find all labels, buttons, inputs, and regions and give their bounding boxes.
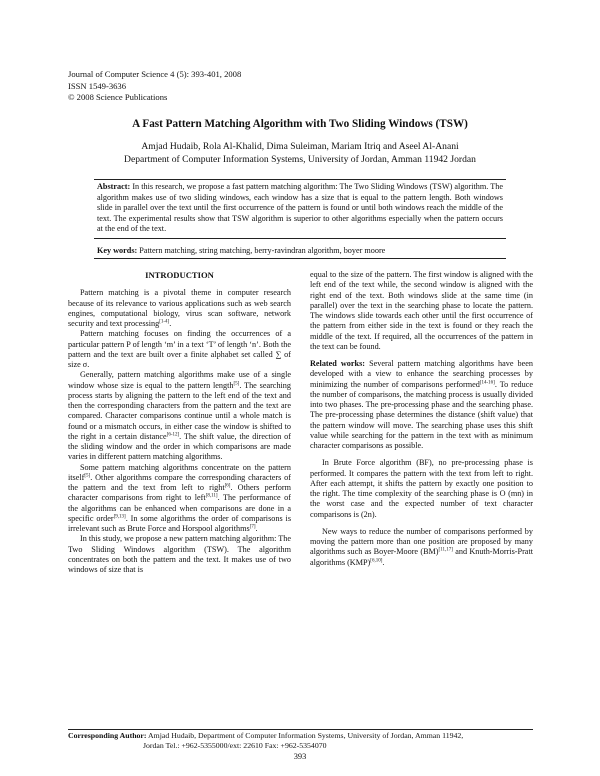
- page-number: 393: [293, 752, 307, 761]
- left-column: [68, 270, 291, 575]
- abstract: [94, 179, 506, 239]
- intro-paragraph-3: Generally, pattern matching algorithms make use of a single window whose size is equal to the pattern length[5]. The searching process starts by aligning the pattern to the left end of the text and then the corresponding characters from the pattern and the text are compared. Character comparisons continue until a whole match is found or a mismatch occurs, in either case the window is shifted to the right in a certain distance[6-12]. The shift value, the direction of the sliding window and the order in which comparisons are made varies in different pattern matching algorithms.: [68, 370, 291, 462]
- journal-citation: Journal of Computer Science 4 (5): 393-401, 2008: [68, 69, 242, 79]
- related-works-heading: Related works:: [310, 359, 365, 368]
- intro-paragraph-5: In this study, we propose a new pattern matching algorithm: The Two Sliding Windows algorithm (TSW). The algorithm concentrates on both the pattern and the text. It makes use of two windows of size that is: [68, 534, 292, 574]
- section-heading-introduction: INTRODUCTION: [145, 270, 214, 280]
- corresponding-author-label: Corresponding Author:: [68, 731, 147, 740]
- citation-ref[interactable]: [5]: [84, 473, 91, 479]
- citation-ref[interactable]: [5]: [233, 380, 240, 386]
- affiliation: Department of Computer Information Systems, University of Jordan, Amman 11942 Jordan: [124, 153, 476, 165]
- author-block: [60, 141, 540, 166]
- citation-ref[interactable]: [7]: [249, 524, 256, 530]
- citation-ref[interactable]: [8,11]: [205, 493, 218, 499]
- keywords-label: Key words:: [97, 246, 138, 255]
- corresponding-author-line-2: Jordan Tel.: +962-5355000/ext: 22610 Fax: +962-5354070: [143, 741, 327, 750]
- brute-force-paragraph: In Brute Force algorithm (BF), no pre-processing phase is performed. It compares the pattern with the text from left to right. After each attempt, it shifts the pattern by exactly one position to the right. The time complexity of the searching phase is O (mn) in the worst case and the expected number of text character comparisons is (2n).: [310, 458, 533, 519]
- citation-ref[interactable]: [9,13]: [113, 514, 126, 520]
- new-ways-paragraph: New ways to reduce the number of comparisons performed by moving the pattern more than one position are proposed by many algorithms such as Boyer-Moore (BM)[11,17] and Knuth-Morris-Pratt algorithms (KMP)[6,10].: [310, 526, 533, 567]
- paper-title: A Fast Pattern Matching Algorithm with Two Sliding Windows (TSW): [132, 118, 468, 130]
- intro-paragraph-4: Some pattern matching algorithms concentrate on the pattern itself[5]. Other algorithms compare the corresponding characters of the pattern and the text from left to right[6]. Others perform character comparisons from right to left[8,11]. The performance of the algorithms can be enhanced when comparisons are done in a specific order[9,13]. In some algorithms the order of comparisons is irrelevant such as Brute Force and Horspool algorithms[7].: [68, 462, 292, 533]
- corresponding-author-line-1: Amjad Hudaib, Department of Computer Information Systems, University of Jordan, Amman 11942,: [148, 731, 464, 740]
- keywords: [94, 245, 506, 259]
- citation-ref[interactable]: [6,10]: [370, 557, 383, 563]
- intro-paragraph-continued: equal to the size of the pattern. The first window is aligned with the left end of the text while, the second window is aligned with the right end of the text. Both windows slide at the same time (in parallel) over the text in the searching phase to locate the pattern. The windows slide towards each other until the first occurrence of the pattern from either side in the text is found or they reach the middle of the text. If required, all the occurrences of the pattern in the text can be found.: [310, 270, 533, 351]
- corresponding-author: [68, 729, 533, 751]
- journal-issn: ISSN 1549-3636: [68, 80, 127, 91]
- authors: Amjad Hudaib, Rola Al-Khalid, Dima Suleiman, Mariam Itriq and Aseel Al-Anani: [141, 141, 459, 152]
- citation-ref[interactable]: [6-12]: [166, 432, 180, 438]
- intro-paragraph-1: Pattern matching is a pivotal theme in computer research because of its relevance to various applications such as web search engines, computational biology, virus scan software, network security and text processing[1-4].: [68, 288, 291, 328]
- abstract-text: In this research, we propose a fast pattern matching algorithm: The Two Sliding Windows (TSW) algorithm. The algorithm makes use of two sliding windows, each window has a size that is equal to the pattern length. Both windows slide in parallel over the text until the first occurrence of the pattern is found or until both windows reach the middle of the text. The experimental results show that TSW algorithm is superior to other algorithms especially when the pattern occurs at the end of the text.: [97, 182, 503, 234]
- intro-paragraph-2: Pattern matching focuses on finding the occurrences of a particular pattern P of length ‘m’ in a text ‘T’ of length ‘n’. Both the pattern and the text are built over a finite alphabet set called ∑ of size σ.: [68, 329, 291, 369]
- journal-header: [68, 69, 368, 104]
- keywords-text: Pattern matching, string matching, berry-ravindran algorithm, boyer moore: [139, 246, 386, 255]
- citation-ref[interactable]: [11,17]: [438, 547, 453, 553]
- right-column: [310, 270, 533, 568]
- journal-copyright: © 2008 Science Publications: [68, 92, 168, 102]
- related-works-paragraph: Related works: Several pattern matching algorithms have been developed with a view to enhance the searching processes by minimizing the number of comparisons performed[14-16]. To reduce the number of comparisons, the matching process is usually divided into two phases. The pre-processing phase and the searching phase. The pre-processing phase determines the distance (shift value) that the pattern window will move. The searching phase uses this shift value while searching for the pattern in the text with as minimum character comparisons as possible.: [310, 359, 534, 450]
- citation-ref[interactable]: [14-16]: [479, 379, 495, 385]
- citation-ref[interactable]: [1-4]: [159, 319, 170, 325]
- citation-ref[interactable]: [6]: [224, 483, 231, 489]
- abstract-label: Abstract:: [97, 182, 131, 191]
